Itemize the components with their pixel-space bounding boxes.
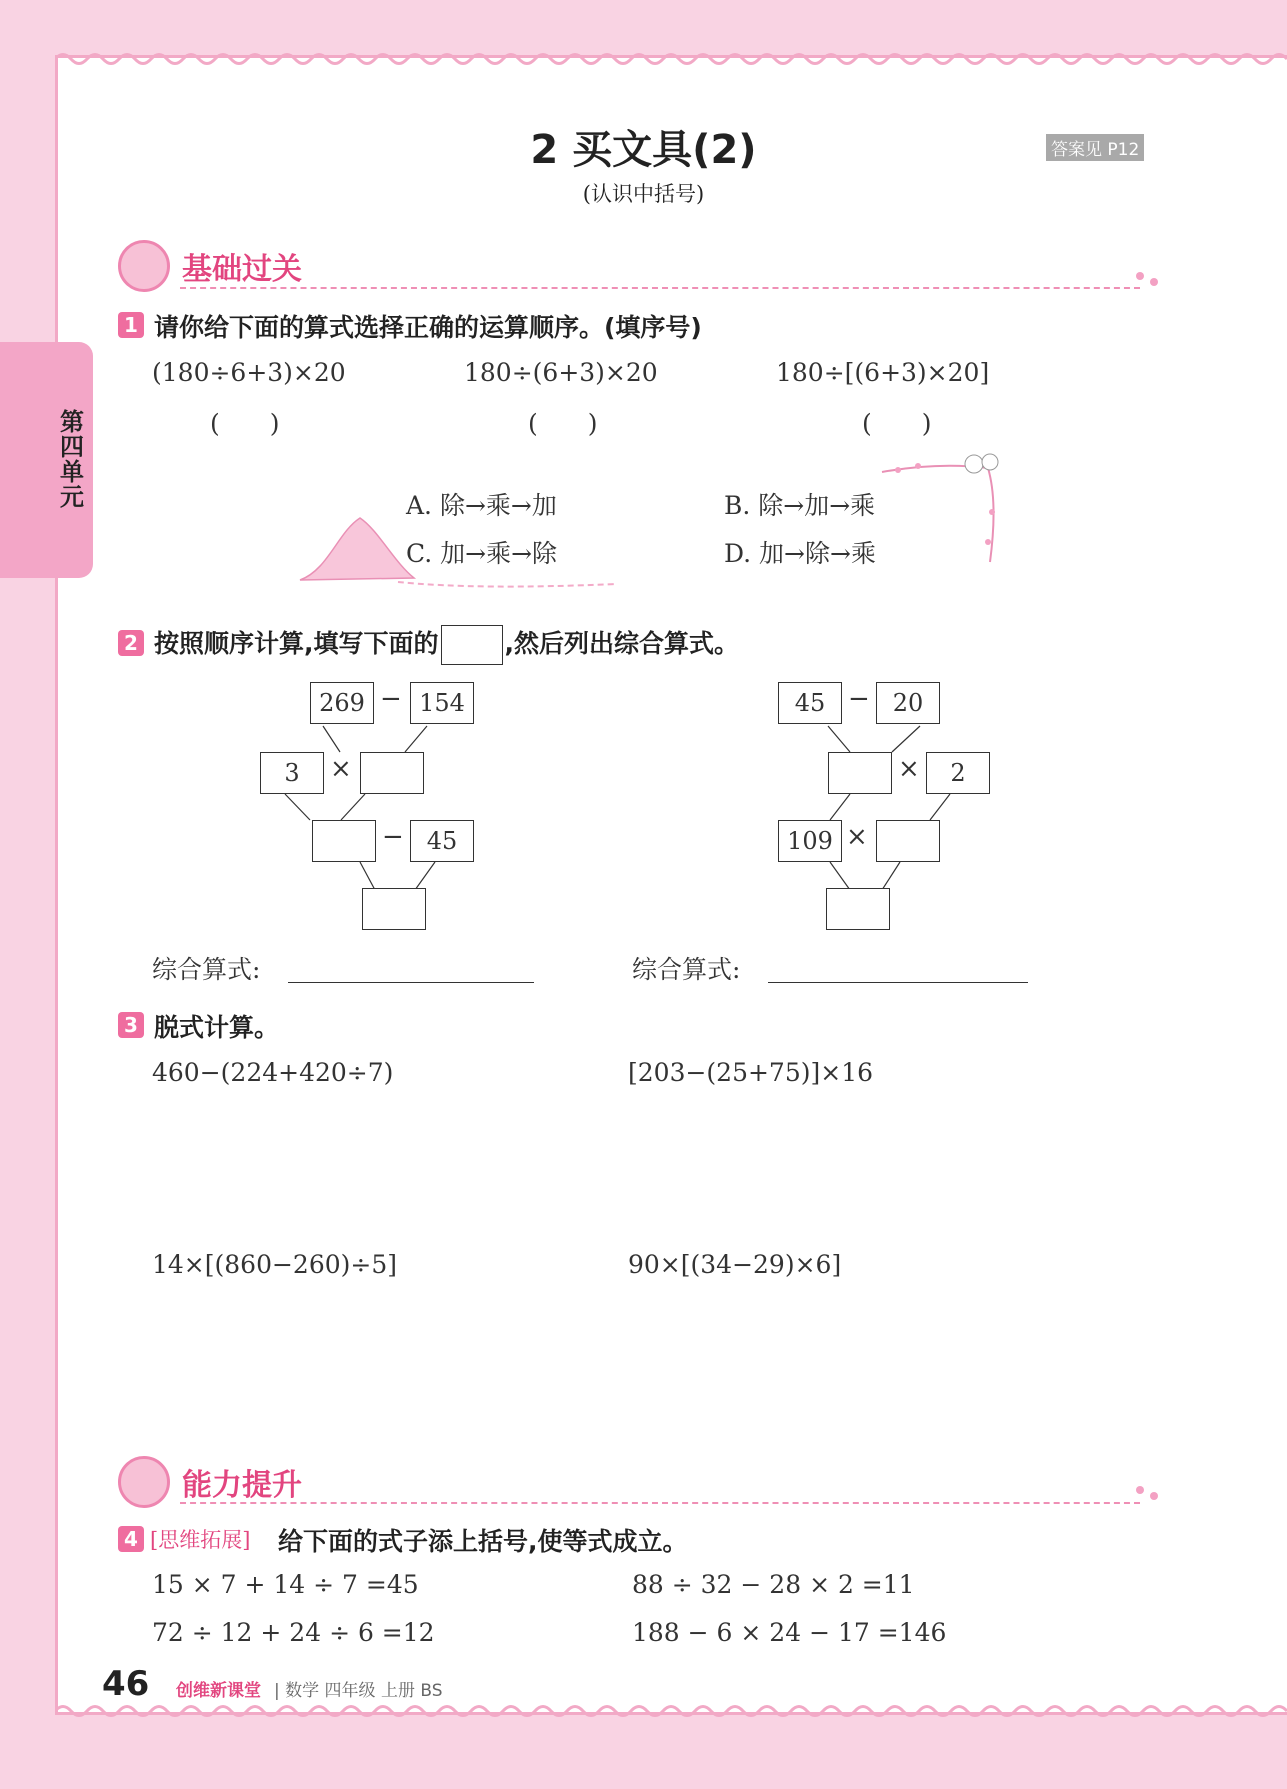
top-wave-border <box>55 48 1287 70</box>
question-2-text <box>154 624 739 665</box>
question-4-text: 给下面的式子添上括号,使等式成立。 <box>278 1527 688 1556</box>
q1-expression-3: 180÷[(6+3)×20] <box>776 358 990 387</box>
q1-option-c: C. 加→乘→除 <box>406 539 558 568</box>
q2-right-operator-1: − <box>848 684 870 714</box>
q2-right-operator-3: × <box>846 822 868 852</box>
q2-left-operator-1: − <box>380 684 402 714</box>
q2-left-box-d: 45 <box>410 820 474 862</box>
q3-expression-4: 90×[(34−29)×6] <box>628 1250 842 1279</box>
bottom-wave-border <box>55 1700 1287 1722</box>
q3-expression-1: 460−(224+420÷7) <box>152 1058 394 1087</box>
q2-left-combined-label: 综合算式: <box>152 955 261 984</box>
lesson-title: 2 买文具(2) <box>530 127 757 173</box>
decorative-dot <box>1150 278 1158 286</box>
q1-expression-1: (180÷6+3)×20 <box>152 358 346 387</box>
q1-option-d: D. 加→除→乘 <box>724 539 876 568</box>
inline-blank-box-sample <box>441 625 503 665</box>
question-2-text-before: 按照顺序计算,填写下面的 <box>154 629 439 658</box>
q2-left-result-box[interactable] <box>362 888 426 930</box>
q1-expression-2: 180÷(6+3)×20 <box>464 358 658 387</box>
q1-option-b: B. 除→加→乘 <box>724 491 876 520</box>
q2-right-box-c: 2 <box>926 752 990 794</box>
answer-reference-badge: 答案见 P12 <box>1046 134 1144 161</box>
question-number-1: 1 <box>118 312 144 338</box>
decorative-birds-branch-illustration <box>878 452 1008 572</box>
q2-right-blank-box-2[interactable] <box>876 820 940 862</box>
decorative-dot <box>1136 1486 1144 1494</box>
q3-expression-3: 14×[(860−260)÷5] <box>152 1250 398 1279</box>
footer-book-info: | 数学 四年级 上册 BS <box>274 1681 443 1701</box>
decorative-dot <box>1150 1492 1158 1500</box>
q1-option-a: A. 除→乘→加 <box>406 491 557 520</box>
question-3-text: 脱式计算。 <box>154 1013 280 1042</box>
section-title-advanced: 能力提升 <box>182 1468 302 1503</box>
thinking-extension-tag: [思维拓展] <box>150 1528 251 1552</box>
q2-left-operator-3: − <box>382 822 404 852</box>
unit-label: 第四单元 <box>60 408 84 511</box>
q4-equation-2: 88 ÷ 32 − 28 × 2 =11 <box>632 1570 915 1599</box>
q2-right-result-box[interactable] <box>826 888 890 930</box>
section-divider <box>180 287 1140 289</box>
decorative-dot <box>1136 272 1144 280</box>
q2-right-operator-2: × <box>898 754 920 784</box>
q4-equation-3: 72 ÷ 12 + 24 ÷ 6 =12 <box>152 1618 435 1647</box>
q2-right-box-a: 45 <box>778 682 842 724</box>
cartoon-character-icon <box>118 1456 170 1508</box>
question-2-text-after: ,然后列出综合算式。 <box>504 629 739 658</box>
question-number-4: 4 <box>118 1526 144 1552</box>
q2-right-blank-box-1[interactable] <box>828 752 892 794</box>
q2-right-combined-label: 综合算式: <box>632 955 741 984</box>
q1-answer-blank-3[interactable]: ( ) <box>862 409 932 438</box>
footer-brand: 创维新课堂 <box>176 1681 261 1701</box>
q3-expression-2: [203−(25+75)]×16 <box>628 1058 874 1087</box>
page-number: 46 <box>102 1664 150 1704</box>
q2-right-box-d: 109 <box>778 820 842 862</box>
q4-equation-1: 15 × 7 + 14 ÷ 7 =45 <box>152 1570 419 1599</box>
q2-left-blank-box-2[interactable] <box>312 820 376 862</box>
question-number-3: 3 <box>118 1012 144 1038</box>
q2-left-box-c: 3 <box>260 752 324 794</box>
q2-right-box-b: 20 <box>876 682 940 724</box>
section-title-basic: 基础过关 <box>182 252 302 287</box>
q2-left-blank-box-1[interactable] <box>360 752 424 794</box>
q2-left-operator-2: × <box>330 754 352 784</box>
lesson-subtitle: (认识中括号) <box>582 182 705 206</box>
q2-left-combined-answer-line[interactable] <box>288 982 534 983</box>
q2-left-box-a: 269 <box>310 682 374 724</box>
q2-right-combined-answer-line[interactable] <box>768 982 1028 983</box>
cartoon-character-icon <box>118 240 170 292</box>
q1-answer-blank-1[interactable]: ( ) <box>210 409 280 438</box>
q1-answer-blank-2[interactable]: ( ) <box>528 409 598 438</box>
question-number-2: 2 <box>118 630 144 656</box>
section-divider <box>180 1502 1140 1504</box>
question-1-text: 请你给下面的算式选择正确的运算顺序。(填序号) <box>154 313 702 342</box>
q2-left-box-b: 154 <box>410 682 474 724</box>
q4-equation-4: 188 − 6 × 24 − 17 =146 <box>632 1618 947 1647</box>
